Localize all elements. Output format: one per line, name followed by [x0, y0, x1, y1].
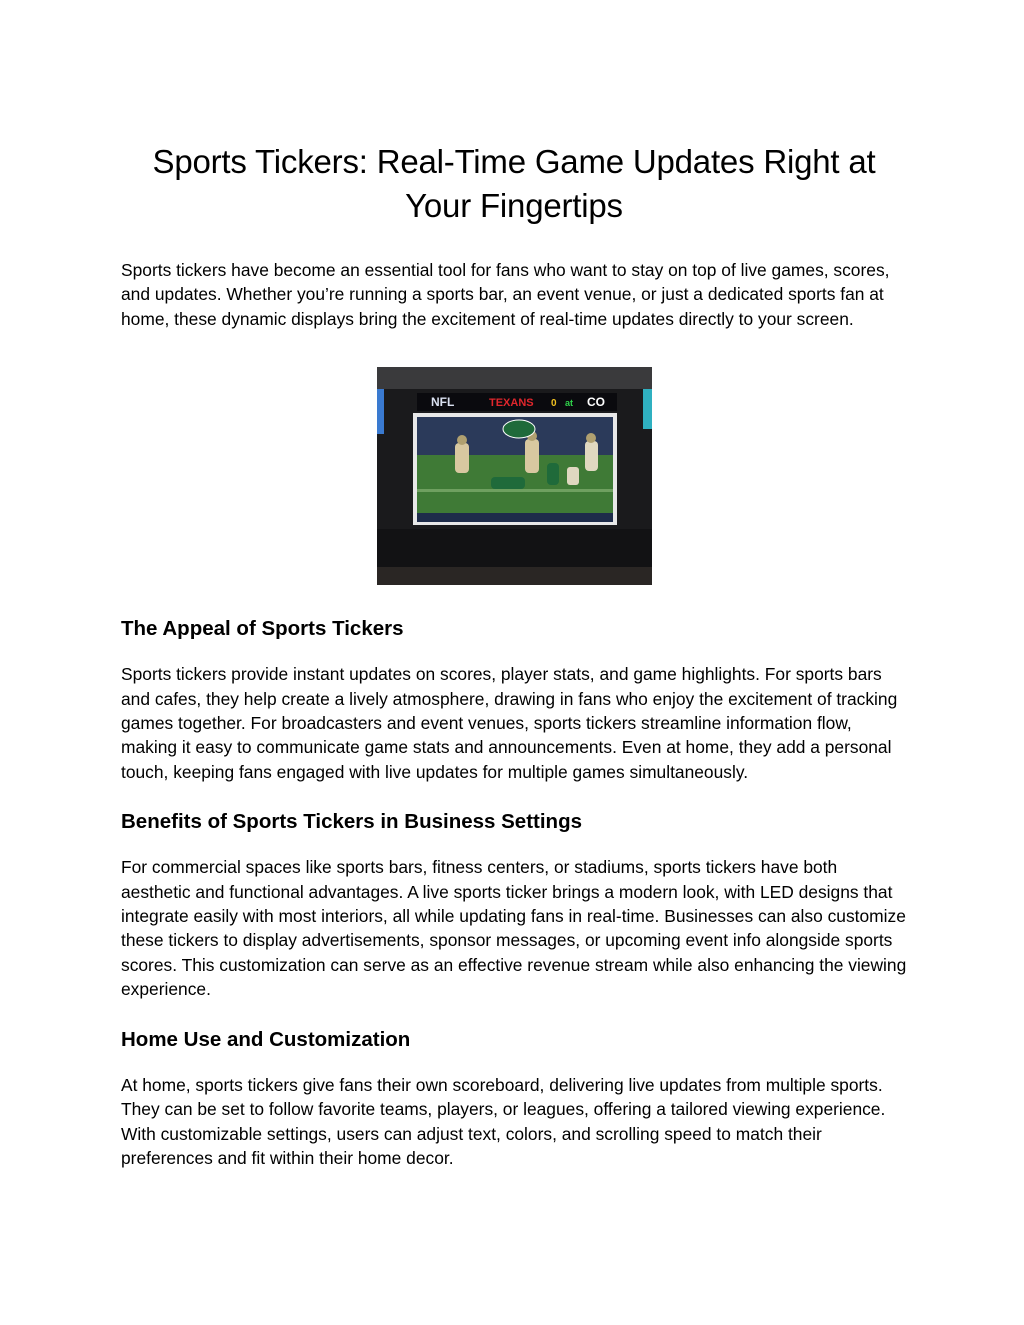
player-5 — [547, 463, 559, 485]
section-heading: The Appeal of Sports Tickers — [121, 617, 404, 641]
section-heading: Benefits of Sports Tickers in Business Settings — [121, 810, 582, 834]
right-wall-light — [643, 389, 652, 429]
player-1-helmet — [457, 435, 467, 445]
intro-paragraph: Sports tickers have become an essential tool for fans who want to stay on top of live games, scores, and updates. Whether you’re running a sports bar, an event venue, or just a dedicated sports fan at home, these dynamic displays bring the excitement of real-time updates directly to your screen. — [121, 260, 890, 329]
player-2 — [525, 439, 539, 473]
left-wall-light — [377, 389, 384, 434]
screen-lower-bar — [417, 513, 613, 522]
document-title: Sports Tickers: Real-Time Game Updates Right at Your Fingertips — [152, 143, 876, 224]
document-page — [121, 140, 907, 1170]
screen-field-line — [417, 489, 613, 492]
figure-container — [121, 367, 907, 585]
section-heading: Home Use and Customization — [121, 1027, 411, 1051]
ticker-league: NFL — [430, 395, 454, 410]
ticker-next: CO — [586, 395, 605, 410]
player-1 — [455, 443, 469, 473]
section-body: Sports tickers provide instant updates on scores, player stats, and game highlights. For sports bars and cafes, they help create a lively atmosphere, drawing in fans who enjoy the excitement of tracking games together. For broadcasters and event venues, sports tickers streamline information flow, making it easy to communicate game stats and announcements. Even at home, they add a personal touch, keeping fans engaged with live updates for multiple games simultaneously. — [121, 664, 898, 782]
section-body: For commercial spaces like sports bars, fitness centers, or stadiums, sports tickers have both aesthetic and functional advantages. A live sports ticker brings a modern look, with LED designs that integrate easily with most interiors, all while updating fans in real-time. Businesses can also customize these tickers to display advertisements, sponsor messages, or upcoming event info alongside sports scores. This customization can serve as an effective revenue stream while also enhancing the viewing experience. — [121, 857, 907, 1000]
ceiling — [377, 367, 652, 389]
player-3 — [585, 441, 598, 471]
player-3-helmet — [586, 433, 596, 443]
ticker-team: TEXANS — [488, 397, 534, 410]
player-4 — [491, 477, 525, 489]
floor — [377, 567, 652, 585]
sports-ticker-photo — [377, 367, 652, 585]
team-logo — [503, 420, 535, 438]
section-body: At home, sports tickers give fans their own scoreboard, delivering live updates from multiple sports. They can be set to follow favorite teams, players, or leagues, offering a tailored viewing experience. With customizable settings, users can adjust text, colors, and scrolling speed to match their preferences and fit within their home decor. — [121, 1074, 886, 1168]
ticker-score: 0 — [550, 398, 557, 410]
ticker-at: at — [564, 398, 573, 409]
player-6 — [567, 467, 579, 485]
